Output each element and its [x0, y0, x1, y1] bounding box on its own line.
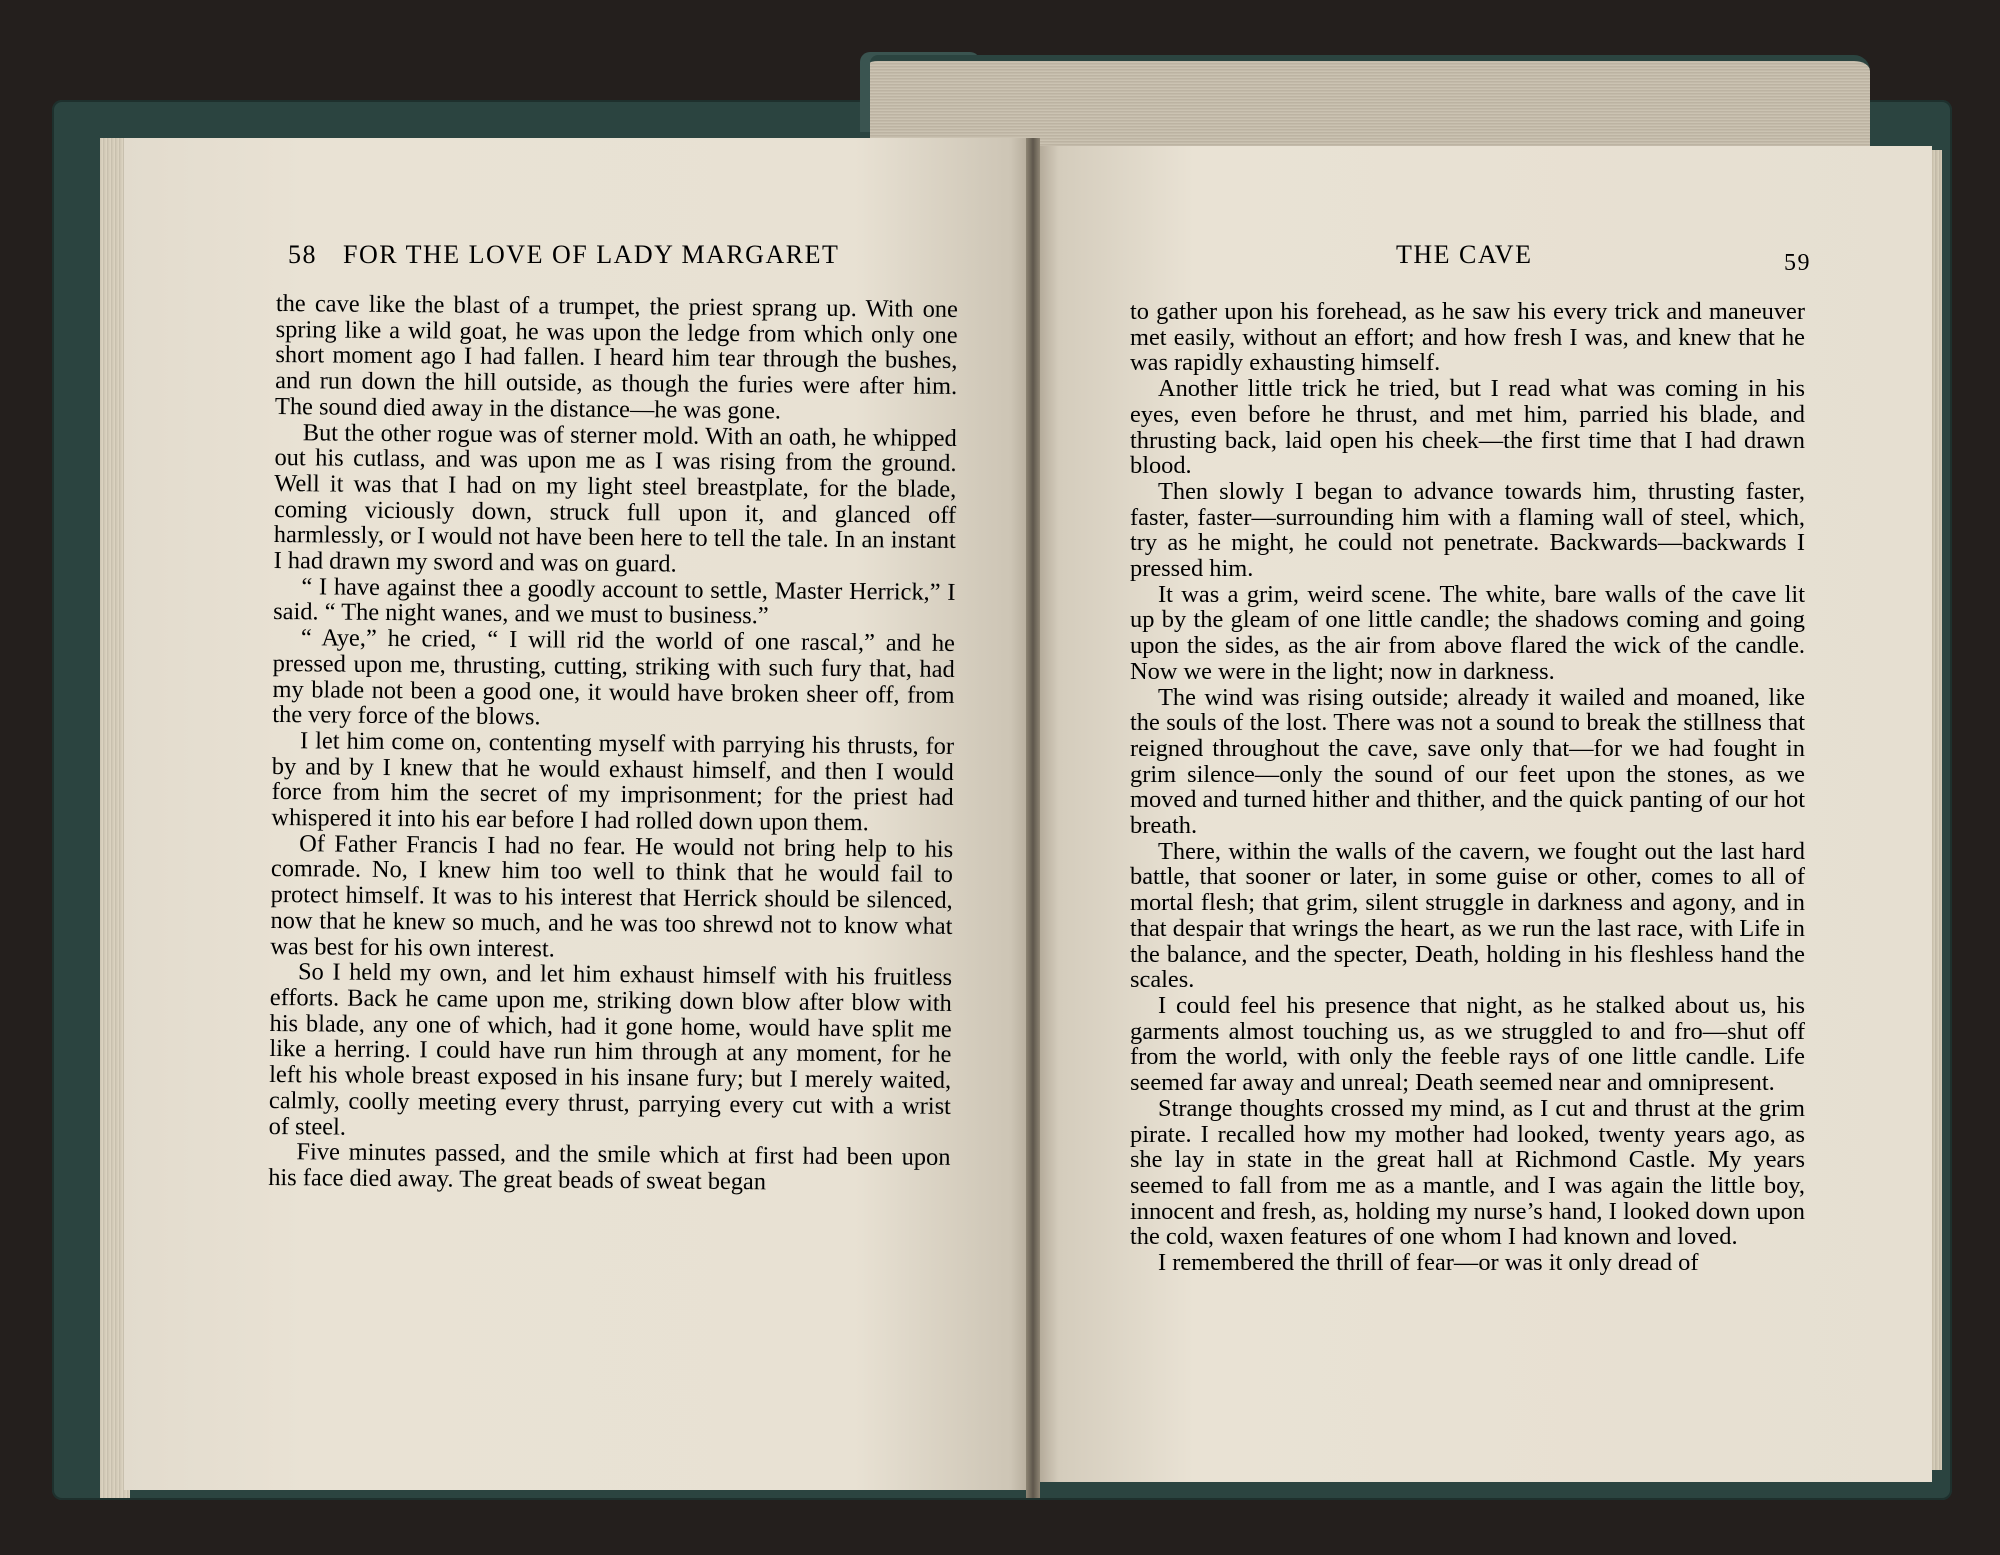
paragraph: Then slowly I began to advance towards him, thrusting faster, faster, faster—surrounding him with a flaming wall of steel, which, try as he might, he could not penetrate. Backwards—backwards I pressed him.	[1130, 477, 1805, 583]
paragraph: I let him come on, contenting myself with parrying his thrusts, for by and by I knew that he would exhaust himself, and then I would force from him the secret of my imprisonment; for the priest had whispered it into his ear before I had rolled down upon them.	[271, 727, 955, 837]
paragraph: I remembered the thrill of fear—or was it only dread of	[1158, 1249, 1699, 1277]
paragraph: So I held my own, and let him exhaust himself with his fruitless efforts. Back he came upon me, striking down blow after blow with his blade, any one of which, had it gone home, would have split me like a herring. I could have run him through at any moment, for he left his whole breast exposed in his insane fury; but I merely waited, calmly, coolly meeting every thrust, parrying every cut with a wrist of steel.	[268, 958, 953, 1141]
right-running-title: THE CAVE	[1396, 240, 1533, 269]
paragraph: Of Father Francis I had no fear. He would not bring help to his comrade. No, I knew him too well to think that he would fail to protect himself. It was to his interest that Herrick should be silenced, now that he knew so much, and he was too shrewd not to know what was best for his own interest.	[270, 829, 954, 963]
paragraph: the cave like the blast of a trumpet, the priest sprang up. With one spring like a wild goat, he was upon the ledge from which only one short moment ago I had fallen. I heard him tear through the bushes, and run down the hill outside, as though the furies were after him. The sound died away in the distance—he was gone.	[274, 290, 958, 425]
paragraph: “ Aye,” he cried, “ I will rid the world of one rascal,” and he pressed upon me, thrusting, cutting, striking with such fury that, had my blade not been a good one, it would have broken sheer off, from the very force of the blows.	[272, 624, 956, 731]
right-page-number: 59	[1784, 250, 1811, 276]
paragraph: Another little trick he tried, but I read what was coming in his eyes, even before he thrust, and met him, parried his blade, and thrusting back, laid open his cheek—the first time that I had drawn blood.	[1130, 375, 1805, 480]
paragraph: The wind was rising outside; already it wailed and moaned, like the souls of the lost. There was not a sound to break the stillness that reigned throughout the cave, save only that—for we had fought in grim silence—only the sound of our feet upon the stones, as we moved and turned hither and thither, and the quick panting of our hot breath.	[1130, 683, 1805, 840]
left-page-text	[268, 291, 958, 1197]
paragraph: to gather upon his forehead, as he saw his every trick and maneuver met easily, without an effort; and how fresh I was, and knew that he was rapidly exhausting himself.	[1130, 298, 1805, 377]
paragraph: But the other rogue was of sterner mold. With an oath, he whipped out his cutlass, and was upon me as I was rising from the ground. Well it was that I had on my light steel breastplate, for the blade, coming viciously down, struck full upon it, and glanced off harmlessly, or I would not have been here to tell the tale. In an instant I had drawn my sword and was on guard.	[273, 418, 957, 578]
paragraph: Strange thoughts crossed my mind, as I cut and thrust at the grim pirate. I recalled how my mother had looked, twenty years ago, as she lay in state in the great hall at Richmond Castle. My years seemed to fall from me as a mantle, and I was again the little boy, innocent and fresh, as, holding my nurse’s hand, I looked down upon the cold, waxen features of one whom I had known and loved.	[1130, 1094, 1805, 1251]
paragraph: Five minutes passed, and the smile which at first had been upon his face died away. The great beads of sweat began	[268, 1138, 951, 1196]
left-running-head	[288, 240, 908, 270]
book-gutter	[1026, 138, 1040, 1498]
paragraph: “ I have against thee a goodly account to settle, Master Herrick,” I said. “ The night wanes, and we must to business.”	[273, 572, 956, 630]
paragraph: There, within the walls of the cavern, we fought out the last hard battle, that sooner or later, in some guise or other, comes to all of mortal flesh; that grim, silent struggle in darkness and agony, and in that despair that wrings the heart, as we run the last race, with Life in the balance, and the specter, Death, holding in his fleshless hand the scales.	[1130, 837, 1805, 994]
right-page-text	[1130, 299, 1805, 1276]
left-page-number: 58	[288, 240, 317, 269]
paragraph: I could feel his presence that night, as he stalked about us, his garments almost touching us, as we struggled to and fro—shut off from the world, with only the feeble rays of one little candle. Life seemed far away and unreal; Death seemed near and omnipresent.	[1130, 991, 1805, 1097]
paragraph: It was a grim, weird scene. The white, bare walls of the cave lit up by the gleam of one little candle; the shadows coming and going upon the sides, as the air from above flared the wick of the candle. Now we were in the light; now in darkness.	[1130, 580, 1805, 685]
left-running-title: FOR THE LOVE OF LADY MARGARET	[343, 240, 840, 269]
